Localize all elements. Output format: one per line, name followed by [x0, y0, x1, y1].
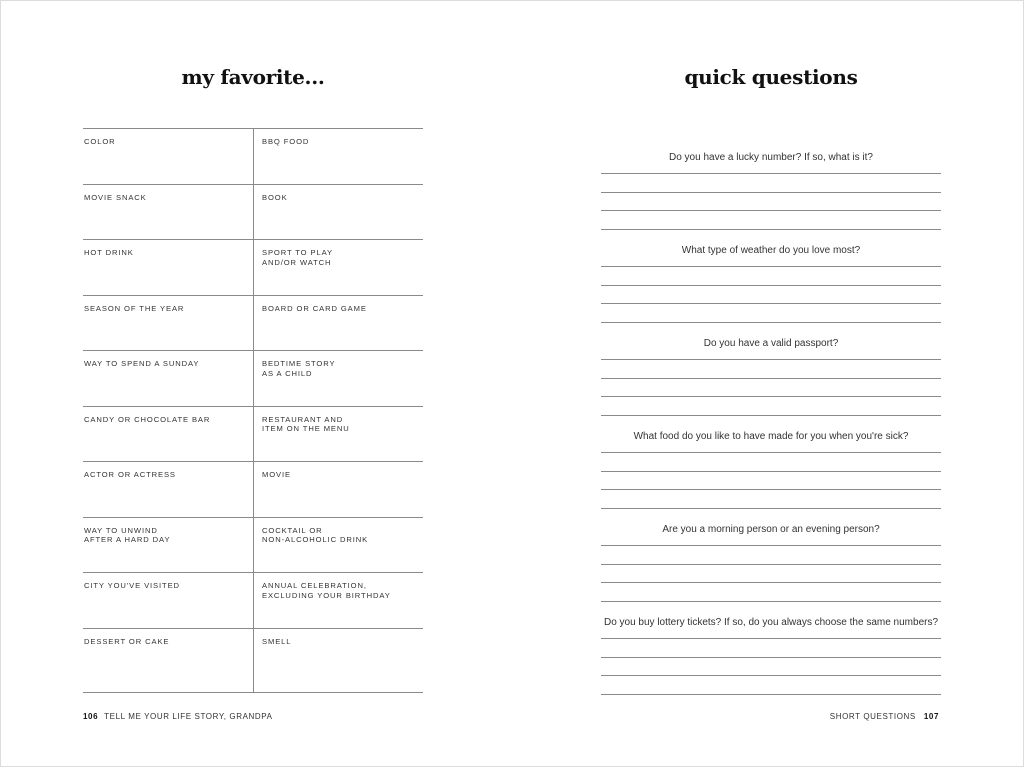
question-block	[601, 337, 941, 416]
answer-line[interactable]	[601, 286, 941, 305]
page-title-quick-questions: quick questions	[684, 65, 858, 89]
page-number-right: 107	[923, 712, 939, 721]
table-row	[83, 518, 423, 574]
answer-line[interactable]	[601, 379, 941, 398]
footer-right	[830, 712, 939, 721]
answer-lines[interactable]	[601, 638, 941, 695]
favorite-field-label[interactable]: BOARD OR CARD GAME	[253, 296, 423, 351]
question-text: Are you a morning person or an evening person?	[662, 524, 880, 535]
favorite-field-label[interactable]: ACTOR OR ACTRESS	[84, 470, 176, 479]
favorite-field-label[interactable]: CITY YOU'VE VISITED	[84, 581, 180, 590]
answer-line[interactable]	[601, 397, 941, 416]
favorite-field-label[interactable]: WAY TO UNWIND AFTER A HARD DAY	[84, 525, 171, 545]
table-row	[83, 351, 423, 407]
answer-line[interactable]	[601, 193, 941, 212]
answer-lines[interactable]	[601, 173, 941, 230]
page-number-left: 106	[83, 712, 99, 721]
table-row	[83, 573, 423, 629]
question-block	[601, 151, 941, 230]
question-text: What type of weather do you love most?	[681, 245, 861, 256]
favorite-field-label[interactable]: HOT DRINK	[84, 248, 134, 257]
answer-line[interactable]	[601, 304, 941, 323]
answer-line[interactable]	[601, 658, 941, 677]
answer-line[interactable]	[601, 211, 941, 230]
answer-line[interactable]	[601, 360, 941, 379]
favorite-field-label[interactable]: WAY TO SPEND A SUNDAY	[84, 359, 200, 368]
question-block	[601, 523, 941, 602]
table-row	[83, 240, 423, 296]
favorite-field-label[interactable]: SEASON OF THE YEAR	[84, 303, 185, 313]
answer-line[interactable]	[601, 639, 941, 658]
question-text: What food do you like to have made for you when you're sick?	[633, 431, 909, 442]
favorite-field-label[interactable]: SMELL	[253, 629, 423, 692]
question-block	[601, 430, 941, 509]
table-row	[83, 629, 423, 693]
table-row	[83, 129, 423, 185]
page-title-my-favorite: my favorite...	[181, 65, 325, 89]
favorite-field-label[interactable]: DESSERT OR CAKE	[84, 636, 170, 646]
answer-line[interactable]	[601, 267, 941, 286]
favorite-field-label[interactable]: COCKTAIL OR NON-ALCOHOLIC DRINK	[253, 518, 423, 573]
answer-line[interactable]	[601, 583, 941, 602]
answer-lines[interactable]	[601, 359, 941, 416]
table-row	[83, 462, 423, 518]
book-title-footer: TELL ME YOUR LIFE STORY, GRANDPA	[104, 712, 273, 721]
footer-left	[83, 712, 273, 721]
answer-lines[interactable]	[601, 266, 941, 323]
favorite-field-label[interactable]: ANNUAL CELEBRATION, EXCLUDING YOUR BIRTHDAY	[253, 573, 423, 628]
answer-line[interactable]	[601, 676, 941, 695]
favorite-field-label[interactable]: BBQ FOOD	[253, 129, 423, 184]
question-block	[601, 616, 941, 695]
favorite-field-label[interactable]: RESTAURANT AND ITEM ON THE MENU	[253, 407, 423, 462]
favorite-field-label[interactable]: MOVIE	[253, 462, 423, 517]
table-row	[83, 296, 423, 352]
table-row	[83, 407, 423, 463]
question-text: Do you buy lottery tickets? If so, do you always choose the same numbers?	[603, 617, 939, 628]
favorites-grid	[83, 128, 423, 693]
favorite-field-label[interactable]: CANDY OR CHOCOLATE BAR	[84, 414, 211, 424]
answer-line[interactable]	[601, 565, 941, 584]
favorite-field-label[interactable]: BEDTIME STORY AS A CHILD	[253, 351, 423, 406]
question-block	[601, 244, 941, 323]
favorite-field-label[interactable]: SPORT TO PLAY AND/OR WATCH	[253, 240, 423, 295]
table-row	[83, 185, 423, 241]
answer-lines[interactable]	[601, 545, 941, 602]
favorite-field-label[interactable]: MOVIE SNACK	[84, 192, 147, 202]
answer-line[interactable]	[601, 174, 941, 193]
answer-line[interactable]	[601, 546, 941, 565]
answer-line[interactable]	[601, 472, 941, 491]
answer-line[interactable]	[601, 490, 941, 509]
answer-lines[interactable]	[601, 452, 941, 509]
favorite-field-label[interactable]: COLOR	[84, 137, 116, 146]
answer-line[interactable]	[601, 453, 941, 472]
section-title-footer: SHORT QUESTIONS	[829, 712, 916, 721]
favorite-field-label[interactable]: BOOK	[253, 185, 423, 240]
question-text: Do you have a lucky number? If so, what is it?	[669, 152, 873, 163]
question-text: Do you have a valid passport?	[703, 338, 839, 349]
